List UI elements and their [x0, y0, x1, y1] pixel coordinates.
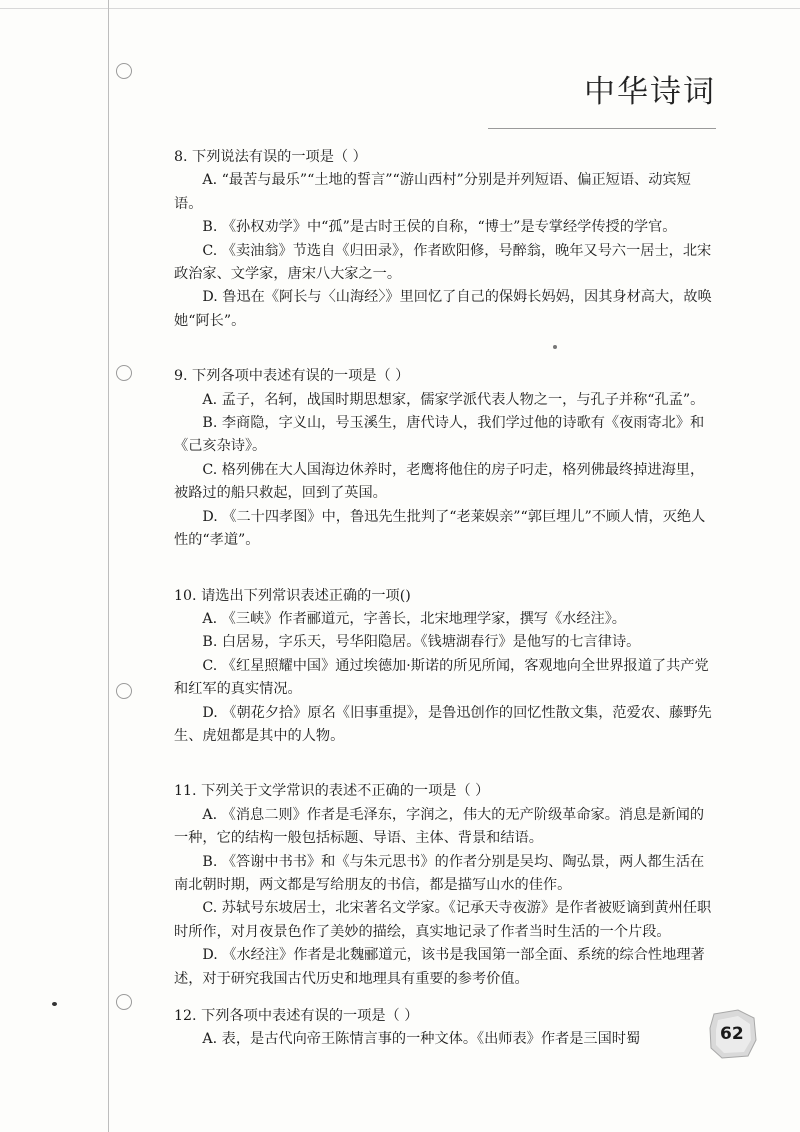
option-a: A. 《三峡》作者郦道元，字善长，北宋地理学家，撰写《水经注》。: [202, 610, 626, 627]
binding-hole-icon: [116, 994, 132, 1010]
question-12: [174, 1005, 714, 1052]
option-a: A. 表，是古代向帝王陈情言事的一种文体。《出师表》作者是三国时蜀: [202, 1031, 641, 1048]
question-stem: 9. 下列各项中表述有误的一项是（ ）: [174, 368, 410, 385]
question-10: [174, 585, 714, 749]
option-c: C. 《红星照耀中国》通过埃德加·斯诺的所见所闻，客观地向全世界报道了共产党和红军的真实情况。: [174, 657, 709, 698]
option-a: A. 《消息二则》作者是毛泽东，字润之，伟大的无产阶级革命家。消息是新闻的一种，它的结构一般包括标题、导语、主体、背景和结语。: [174, 806, 705, 847]
scan-speck: [52, 1002, 57, 1006]
question-11: [174, 780, 714, 991]
page-number: 62: [720, 1024, 744, 1044]
option-d: D. 《朝花夕拾》原名《旧事重提》，是鲁迅创作的回忆性散文集，范爱农、藤野先生、虎妞都是其中的人物。: [174, 704, 712, 744]
question-stem: 8. 下列说法有误的一项是（ ）: [174, 149, 367, 165]
question-stem: 11. 下列关于文学常识的表述不正确的一项是（ ）: [174, 783, 490, 800]
question-8: [174, 146, 714, 333]
question-list: [174, 146, 714, 1052]
binding-margin-line: [108, 0, 109, 1132]
question-stem: 10. 请选出下列常识表述正确的一项(): [174, 587, 411, 604]
option-b: B. 《答谢中书书》和《与朱元思书》的作者分别是吴均、陶弘景，两人都生活在南北朝时期，两文都是写给朋友的书信，都是描写山水的佳作。: [174, 853, 705, 893]
binding-hole-icon: [116, 63, 132, 79]
option-b: B. 白居易，字乐天，号华阳隐居。《钱塘湖春行》是他写的七言律诗。: [202, 634, 641, 651]
page-title: 中华诗词: [584, 74, 716, 110]
page-top-edge: [0, 8, 800, 9]
question-stem: 12. 下列各项中表述有误的一项是（ ）: [174, 1008, 419, 1024]
option-d: D. 《水经注》作者是北魏郦道元，该书是我国第一部全面、系统的综合性地理著述，对于研究我国古代历史和地理具有重要的参考价值。: [174, 947, 705, 987]
option-d: D. 鲁迅在《阿长与〈山海经〉》里回忆了自己的保姆长妈妈，因其身材高大，故唤她“阿长”。: [174, 289, 712, 329]
option-c: C. 《卖油翁》节选自《归田录》，作者欧阳修，号醉翁，晚年又号六一居士，北宋政治家、文学家，唐宋八大家之一。: [174, 242, 712, 283]
option-a: A. 孟子，名轲，战国时期思想家，儒家学派代表人物之一，与孔子并称“孔孟”。: [202, 391, 705, 408]
question-9: [174, 365, 714, 552]
option-c: C. 格列佛在大人国海边休养时，老鹰将他住的房子叼走，格列佛最终掉进海里，被路过的船只救起，回到了英国。: [174, 461, 705, 502]
option-b: B. 李商隐，字义山，号玉溪生，唐代诗人，我们学过他的诗歌有《夜雨寄北》和《己亥杂诗》。: [174, 415, 705, 455]
binding-hole-icon: [116, 365, 132, 381]
option-c: C. 苏轼号东坡居士，北宋著名文学家。《记承天寺夜游》是作者被贬谪到黄州任职时所作，对月夜景色作了美妙的描绘，真实地记录了作者当时生活的一个片段。: [174, 900, 712, 940]
option-a: A. “最苦与最乐”“土地的誓言”“游山西村”分别是并列短语、偏正短语、动宾短语。: [174, 172, 691, 212]
option-d: D. 《二十四孝图》中，鲁迅先生批判了“老莱娱亲”“郭巨埋儿”不顾人情，灭绝人性的“孝道”。: [174, 508, 706, 549]
binding-hole-icon: [116, 683, 132, 699]
option-b: B. 《孙权劝学》中“孤”是古时王侯的自称，“博士”是专掌经学传授的学官。: [202, 219, 677, 236]
header-divider: [488, 128, 716, 129]
